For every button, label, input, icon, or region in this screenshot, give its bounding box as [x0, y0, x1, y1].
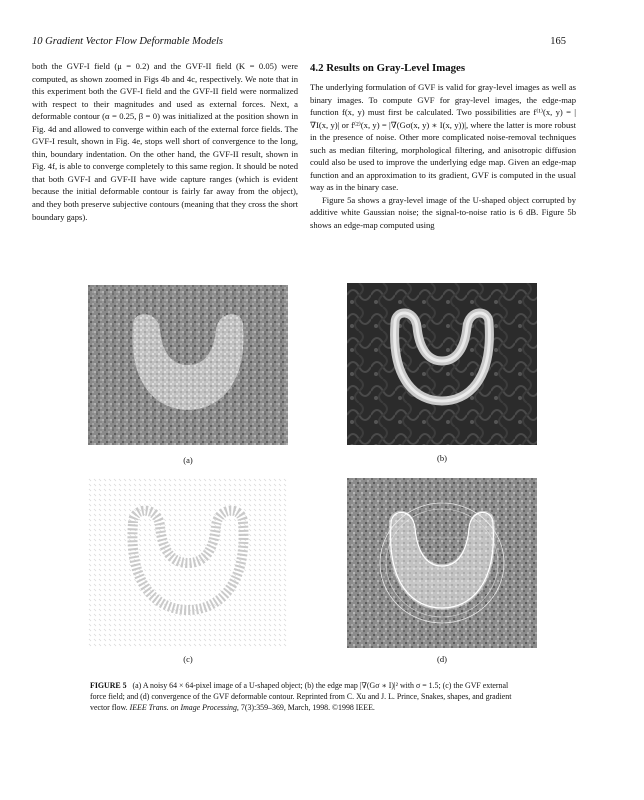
- figure-5b: [347, 283, 537, 463]
- figure-5a: [88, 285, 288, 465]
- gvf-field-image: [88, 478, 288, 648]
- section-title: 4.2 Results on Gray-Level Images: [310, 62, 466, 74]
- right-paragraph-2: Figure 5a shows a gray-level image of the U-shaped object corrupted by additive white Gaussian noise; the signal-to-noise ratio is 6 dB. Figure 5b shows an edge-map computed using: [310, 194, 576, 231]
- caption-citation: 7(3):359–369, March, 1998. ©1998 IEEE.: [240, 703, 375, 712]
- page-number: 165: [550, 36, 566, 47]
- figure-5c: [88, 478, 288, 664]
- noisy-u-image: [88, 285, 288, 445]
- figure-caption: [90, 680, 526, 713]
- left-column: [32, 60, 298, 223]
- figure-5a-label: (a): [183, 455, 193, 465]
- caption-journal: IEEE Trans. on Image Processing,: [129, 703, 239, 712]
- left-paragraph-1: both the GVF-I field (μ = 0.2) and the GVF-II field (K = 0.05) were computed, as shown zoomed in Figs 4b and 4c, respectively. We note that in this experiment both the GVF-I field and the GVF-II field were normalized with respect to their magnitudes and used as external forces. Next, a deformable contour (α = 0.25, β = 0) was initialized at the position shown in Fig. 4d and allowed to converge within each of the external force fields. The GVF-I result, shown in Fig. 4e, stops well short of convergence to the long, thin, boundary indentation. On the other hand, the GVF-II result, shown in Fig. 4f, is able to converge completely to this same region. It should be noted that both GVF-I and GVF-II have wide capture ranges (which is evident because the initial deformable contour is fairly far away from the object), and they both preserve subjective contours (meaning that they cross the short boundary gaps).: [32, 61, 298, 222]
- caption-label: FIGURE 5: [90, 681, 127, 690]
- edge-map-image: [347, 283, 537, 445]
- contour-convergence-image: [347, 478, 537, 648]
- figure-5d: [347, 478, 537, 664]
- right-paragraph-1: The underlying formulation of GVF is valid for gray-level images as well as binary images. To compute GVF for gray-level images, the edge-map function f(x, y) must first be calculated. Two possibilities are f⁽¹⁾(x, y) = |∇I(x, y)| or f⁽²⁾(x, y) = |∇(Gσ(x, y) ∗ I(x, y))|, where the latter is more robust in the presence of noise. Other more complicated noise-removal techniques such as median filtering, morphological filtering, and anisotropic diffusion could also be used to improve the underlying edge map. Given an edge-map function and an approximation to its gradient, GVF is computed in the usual way as in the binary case.: [310, 82, 576, 193]
- right-column: [310, 60, 576, 232]
- running-title: 10 Gradient Vector Flow Deformable Models: [32, 36, 224, 47]
- figure-5d-label: (d): [437, 654, 447, 664]
- figure-5b-label: (b): [437, 453, 447, 463]
- caption-text: (a) A noisy 64 × 64-pixel image of a U-shaped object; (b) the edge map |∇(Gσ ∗ I)|² with σ = 1.5; (c) the GVF external force field; and (d) convergence of the GVF deformable contour. Reprinted from C. Xu and J. L. Prince, Snakes, shapes, and gradient vector flow.: [90, 681, 512, 712]
- figure-5c-label: (c): [183, 654, 193, 664]
- running-header: [32, 36, 566, 50]
